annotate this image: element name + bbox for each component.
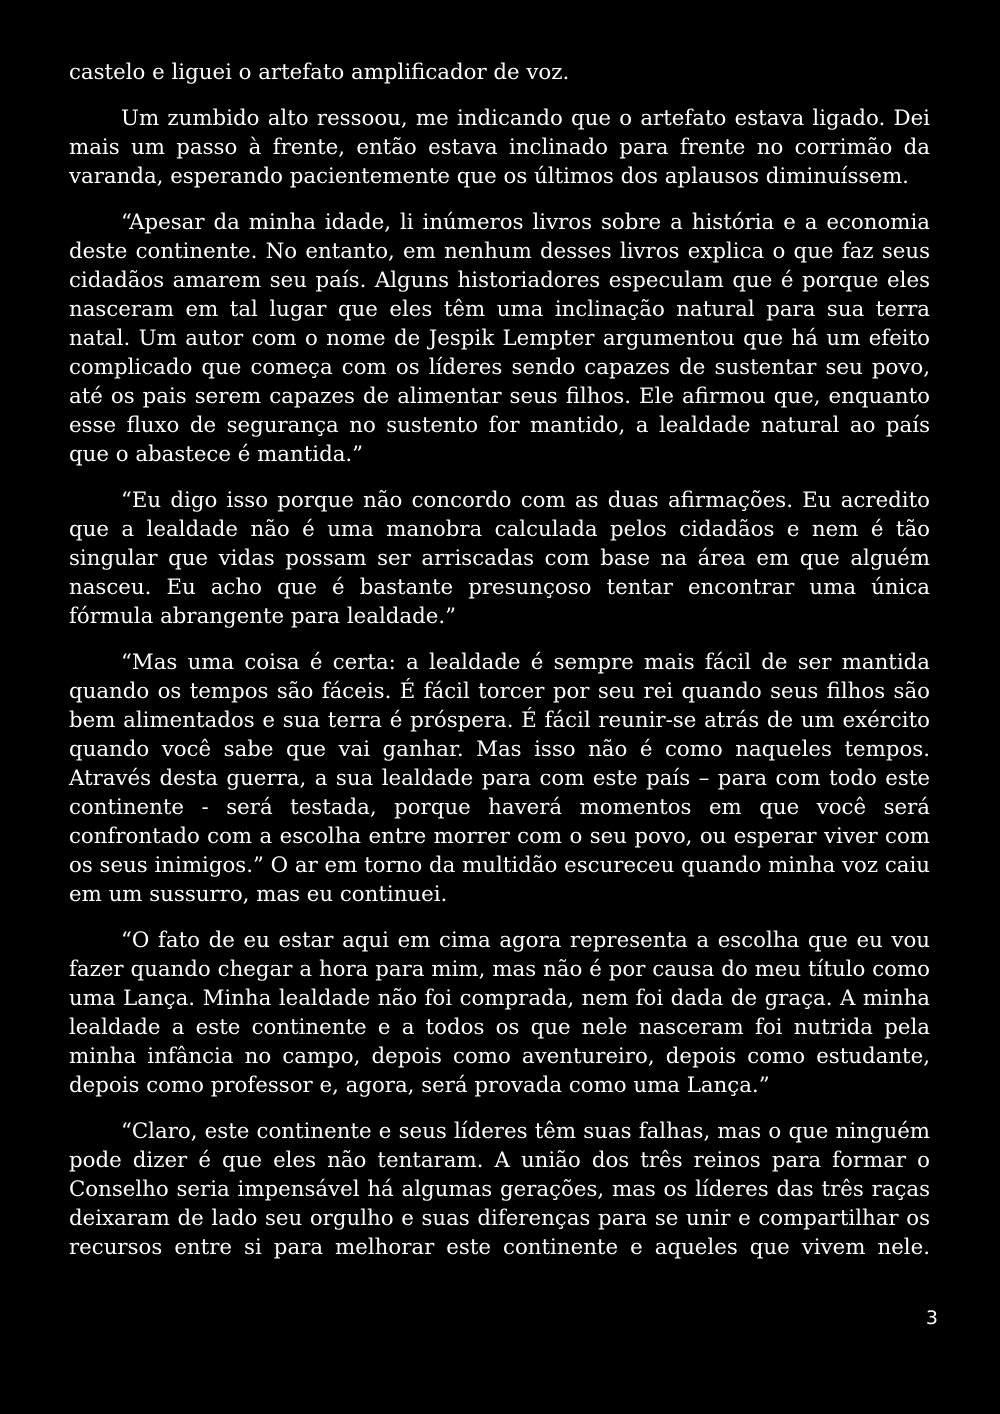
paragraph-1: castelo e liguei o artefato amplificador de voz. [69, 60, 570, 85]
paragraph-3: “Apesar da minha idade, li inúmeros livros sobre a história e a economia deste continente. No entanto, em nenhum desses livros explica o que faz seus cidadãos amarem seu país. Alguns historiadores especulam que é porque eles nasceram em tal lugar que eles têm uma inclinação natural para sua terra natal. Um autor com o nome de Jespik Lempter argumentou que há um efeito complicado que começa com os líderes sendo capazes de sustentar seu povo, até os pais serem capazes de alimentar seus filhos. Ele afirmou que, enquanto esse fluxo de segurança no sustento for mantido, a lealdade natural ao país que o abastece é mantida.” [69, 210, 930, 467]
paragraph-7: “Claro, este continente e seus líderes têm suas falhas, mas o que ninguém pode dizer é que eles não tentaram. A união dos três reinos para formar o Conselho seria impensável há algumas gerações, mas os líderes das três raças deixaram de lado seu orgulho e suas diferenças para se unir e compartilhar os recursos entre si para melhorar este continente e aqueles que vivem nele. [69, 1119, 930, 1260]
paragraph-2: Um zumbido alto ressoou, me indicando que o artefato estava ligado. Dei mais um passo à frente, então estava inclinado para frente no corrimão da varanda, esperando pacientemente que os últimos dos aplausos diminuíssem. [69, 106, 930, 189]
paragraph-5: “Mas uma coisa é certa: a lealdade é sempre mais fácil de ser mantida quando os tempos são fáceis. É fácil torcer por seu rei quando seus filhos são bem alimentados e sua terra é próspera. É fácil reunir-se atrás de um exército quando você sabe que vai ganhar. Mas isso não é como naqueles tempos. Através desta guerra, a sua lealdade para com este país – para com todo este continente - será testada, porque haverá momentos em que você será confrontado com a escolha entre morrer com o seu povo, ou esperar viver com os seus inimigos.” O ar em torno da multidão escureceu quando minha voz caiu em um sussurro, mas eu continuei. [69, 650, 930, 907]
paragraph-6: “O fato de eu estar aqui em cima agora representa a escolha que eu vou fazer quando chegar a hora para mim, mas não é por causa do meu título como uma Lança. Minha lealdade não foi comprada, nem foi dada de graça. A minha lealdade a este continente e a todos os que nele nasceram foi nutrida pela minha infância no campo, depois como aventureiro, depois como estudante, depois como professor e, agora, será provada como uma Lança.” [69, 928, 930, 1098]
body-text [69, 58, 930, 1279]
page-number: 3 [925, 1307, 938, 1329]
paragraph-4: “Eu digo isso porque não concordo com as duas afirmações. Eu acredito que a lealdade não é uma manobra calculada pelos cidadãos e nem é tão singular que vidas possam ser arriscadas com base na área em que alguém nasceu. Eu acho que é bastante presunçoso tentar encontrar uma única fórmula abrangente para lealdade.” [69, 488, 930, 629]
